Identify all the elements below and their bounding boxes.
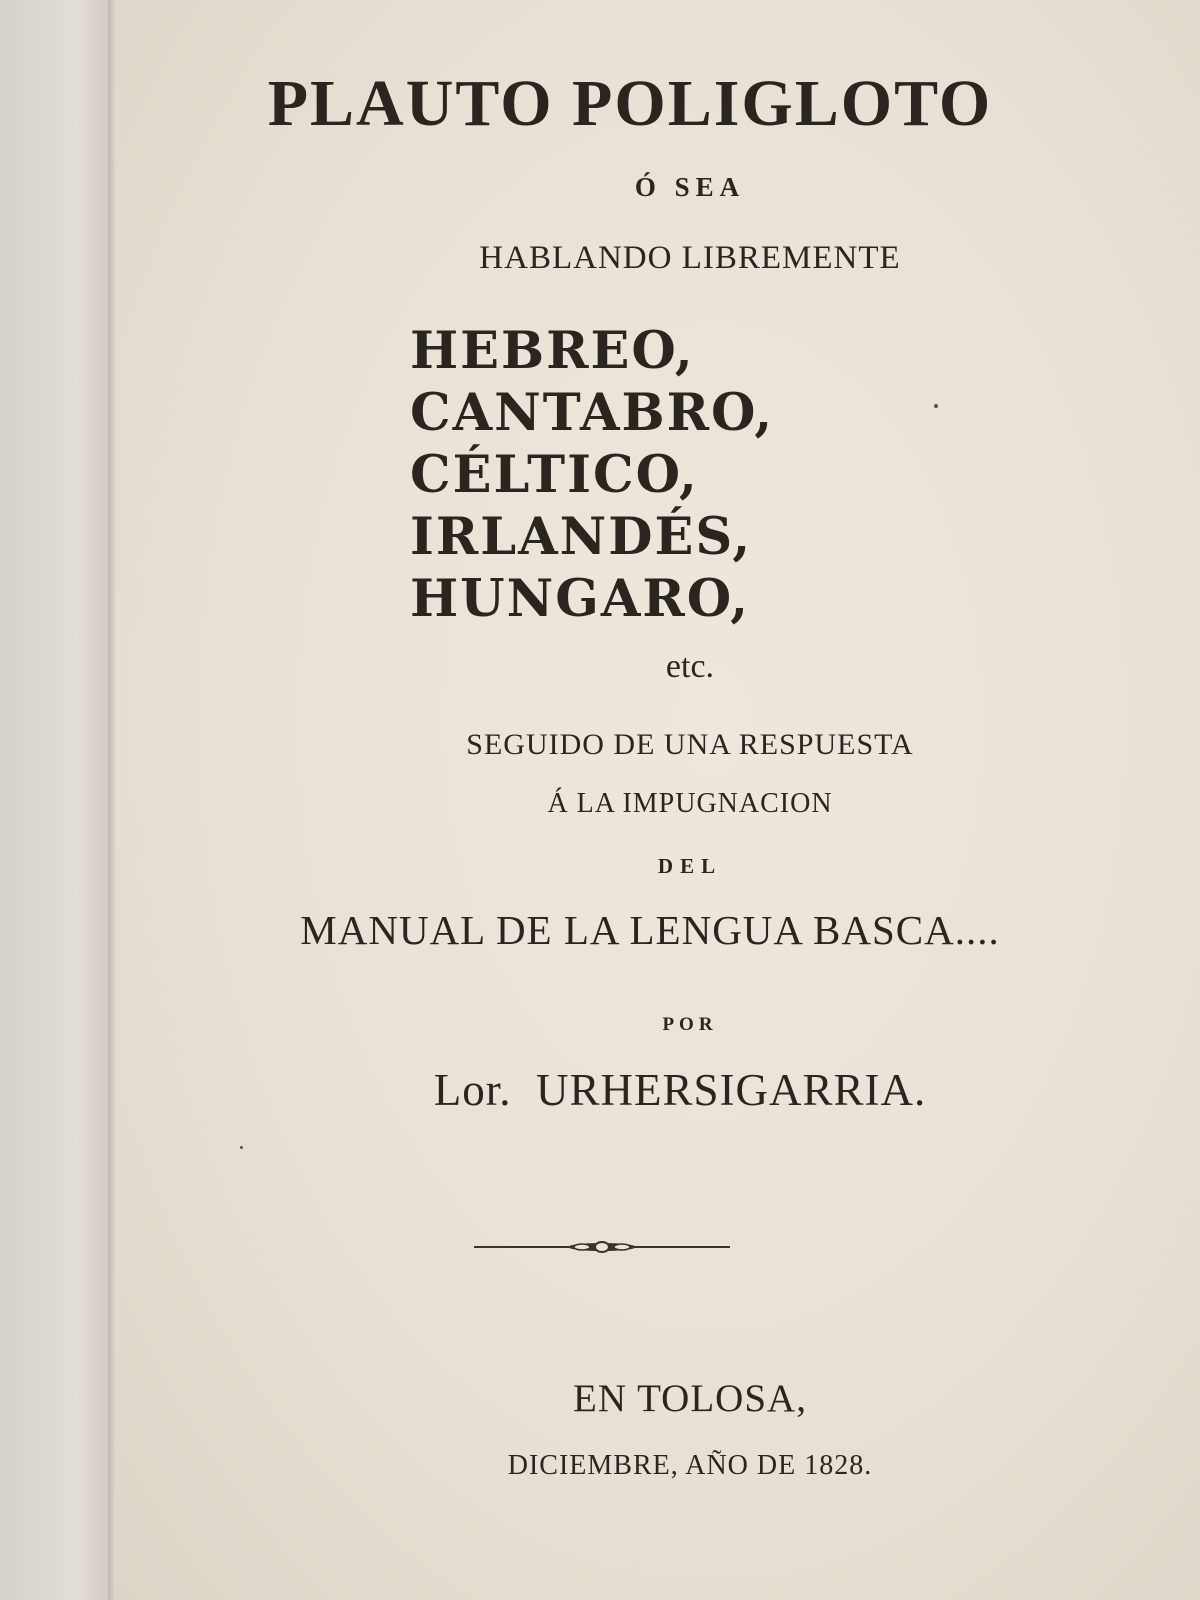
ornament-rule-icon <box>474 1238 730 1256</box>
language-item: HUNGARO, <box>410 569 750 629</box>
language-item: IRLANDÉS, <box>410 507 753 567</box>
subtitle: HABLANDO LIBREMENTE <box>479 240 901 276</box>
paper-speck <box>934 404 938 408</box>
book-title: PLAUTO POLIGLOTO <box>267 67 993 140</box>
language-item: CÉLTICO, <box>410 445 699 505</box>
languages-list <box>410 320 774 630</box>
publication-date: DICIEMBRE, AÑO DE 1828. <box>507 1450 873 1481</box>
etc-text: etc. <box>665 648 715 685</box>
impugnation-line: Á LA IMPUGNACION <box>547 788 833 819</box>
subtitle-connector: Ó SEA <box>634 172 746 202</box>
publication-place: EN TOLOSA, <box>573 1377 807 1420</box>
paper-speck <box>240 1146 243 1149</box>
of-the-line: DEL <box>657 854 723 878</box>
author-name: URHERSIGARRIA. <box>535 1065 927 1115</box>
author <box>170 1064 1190 1116</box>
facing-page-edge <box>0 0 112 1600</box>
language-item: HEBREO, <box>410 321 695 381</box>
followed-by-line: SEGUIDO DE UNA RESPUESTA <box>466 728 914 761</box>
by-line: POR <box>662 1014 718 1035</box>
author-prefix: Lor. <box>433 1065 512 1115</box>
language-item: CANTABRO, <box>410 383 775 443</box>
manual-title: MANUAL DE LA LENGUA BASCA.... <box>300 907 1000 953</box>
